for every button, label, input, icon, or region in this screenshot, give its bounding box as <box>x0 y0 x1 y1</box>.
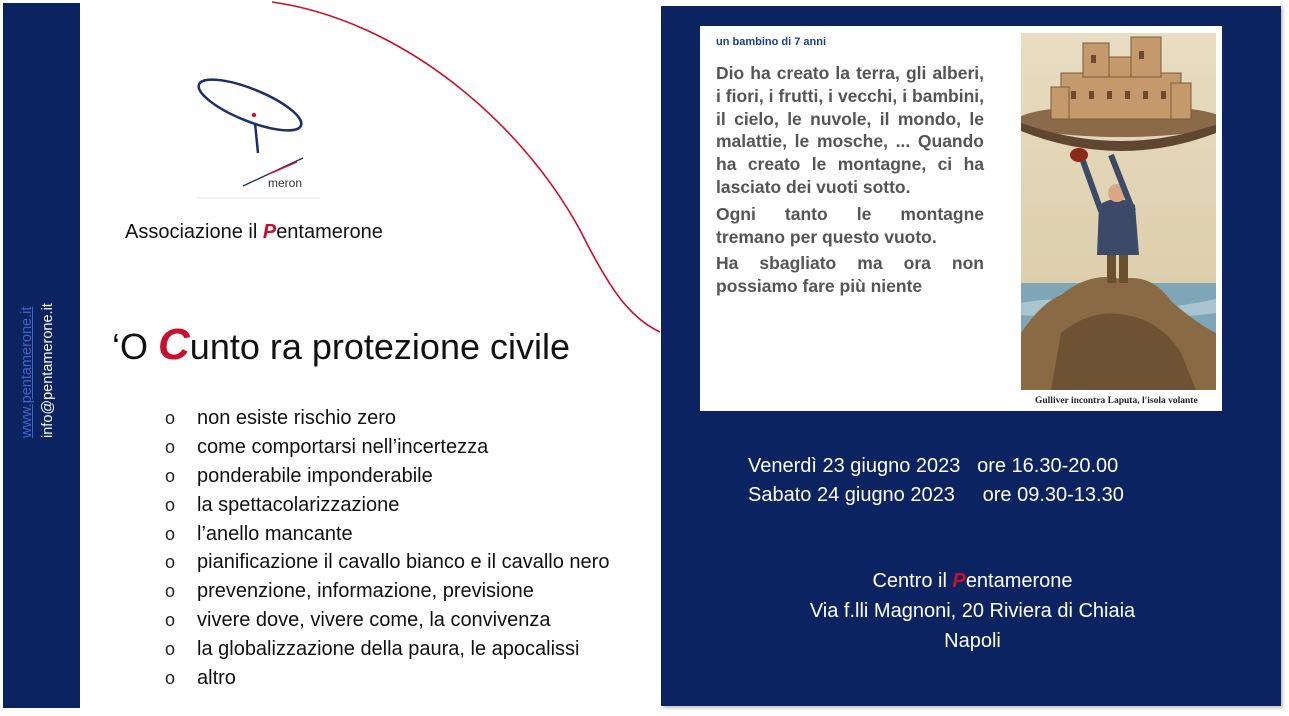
bullet-icon: o <box>165 668 176 689</box>
list-item <box>165 404 609 433</box>
venue-name <box>780 566 1165 596</box>
association-rest: entamerone <box>276 221 383 243</box>
association-prefix: Associazione il <box>125 221 263 243</box>
association-initial: P <box>262 221 277 243</box>
bullet-icon: o <box>165 494 176 515</box>
topic-text: pianificazione il cavallo bianco e il cavallo nero <box>197 551 610 574</box>
topic-text: come comportarsi nell’incertezza <box>197 435 489 458</box>
quote-heading: un bambino di 7 anni <box>716 36 826 48</box>
bullet-icon: o <box>165 610 176 631</box>
topic-text: non esiste rischio zero <box>197 407 396 429</box>
quote-text <box>716 62 984 302</box>
list-item <box>165 491 609 520</box>
event-venue <box>780 566 1165 656</box>
list-item <box>165 462 609 491</box>
title-initial: C <box>158 320 190 369</box>
gulliver-laputa-illustration <box>1021 33 1216 390</box>
venue-address: Via f.lli Magnoni, 20 Riviera di Chiaia <box>809 600 1136 622</box>
list-item <box>165 520 609 549</box>
event-title <box>112 320 570 370</box>
venue-rest: entamerone <box>965 570 1073 592</box>
bullet-icon: o <box>165 581 176 602</box>
website-link[interactable]: www.pentamerone.it <box>19 306 35 438</box>
topic-text: prevenzione, informazione, previsione <box>197 580 534 603</box>
list-item <box>165 548 609 577</box>
email-address[interactable]: info@pentamerone.it <box>40 303 56 438</box>
quote-paragraph: Ha sbagliato ma ora non possiamo fare più niente <box>716 253 984 297</box>
topics-list <box>165 404 609 693</box>
topic-text: altro <box>197 667 236 690</box>
venue-initial: P <box>952 570 966 592</box>
topic-text: la spettacolarizzazione <box>197 493 400 516</box>
list-item <box>165 664 609 693</box>
logo-caption: meron <box>268 176 303 190</box>
topic-text: l’anello mancante <box>197 522 353 545</box>
event-schedule <box>748 452 1124 510</box>
list-item <box>165 577 609 606</box>
illustration-caption: Gulliver incontra Laputa, l'isola volante <box>1035 396 1198 406</box>
title-rest: unto ra protezione civile <box>189 326 571 367</box>
list-item <box>165 606 609 635</box>
association-name <box>125 221 383 244</box>
quote-paragraph: Ogni tanto le montagne tremano per questo vuoto. <box>716 203 984 247</box>
bullet-icon: o <box>165 552 176 573</box>
schedule-line: Sabato 24 giugno 2023 ore 09.30-13.30 <box>748 484 1124 506</box>
topic-text: ponderabile imponderabile <box>197 464 433 487</box>
title-prefix: ‘O <box>112 326 159 367</box>
schedule-line: Venerdì 23 giugno 2023 ore 16.30-20.00 <box>748 455 1119 477</box>
bullet-icon: o <box>165 408 176 428</box>
venue-city: Napoli <box>944 630 1001 652</box>
bullet-icon: o <box>165 436 176 457</box>
bullet-icon: o <box>165 639 176 660</box>
quote-card <box>700 26 1222 411</box>
topic-text: vivere dove, vivere come, la convivenza <box>197 609 551 632</box>
bullet-icon: o <box>165 523 176 544</box>
bullet-icon: o <box>165 465 176 486</box>
topic-text: la globalizzazione della paura, le apocalissi <box>197 638 580 661</box>
list-item <box>165 635 609 664</box>
venue-prefix: Centro il <box>872 570 953 592</box>
list-item <box>165 433 609 462</box>
quote-paragraph: Dio ha creato la terra, gli alberi, i fiori, i frutti, i vecchi, i bambini, il cielo, le nuvole, il mondo, le malattie, le mosche, ... Quando ha creato le montagne, ci ha lasciato dei vuoti sotto. <box>716 63 984 197</box>
